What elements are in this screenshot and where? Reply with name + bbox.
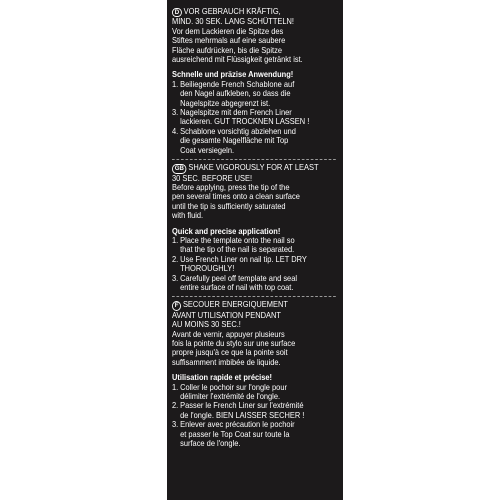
step-text: Passer le French Liner sur l'extrémité de l'ongle. BIEN LAISSER SECHER ! (180, 400, 305, 420)
step-number: 3. (172, 107, 179, 118)
step-text: Use French Liner on nail tip. LET DRY THOROUGHLY! (180, 253, 307, 274)
list-item (172, 401, 339, 420)
steps-de (172, 80, 339, 155)
step-number: 1. (172, 78, 179, 89)
step-number: 3. (172, 272, 179, 283)
country-badge-de: D (172, 8, 182, 17)
step-number: 2. (172, 253, 179, 264)
steps-gb (172, 236, 339, 292)
step-number: 1. (172, 381, 179, 392)
intro-gb: Before applying, press the tip of the pen several times onto a clean surface until the tip is sufficiently saturated with fluid. (172, 181, 300, 221)
step-text: Enlever avec précaution le pochoir et passer le Top Coat sur toute la surface de l'ongle. (180, 419, 295, 449)
step-text: Coller le pochoir sur l'ongle pour délimiter l'extrémité de l'ongle. (180, 381, 287, 402)
step-number: 4. (172, 125, 179, 136)
step-number: 3. (172, 419, 179, 430)
intro-de: Vor dem Lackieren die Spitze des Stiftes mehrmals auf eine saubere Fläche aufdrücken, bis die Spitze ausreichend mit Flüssigkeit getränkt ist. (172, 25, 303, 65)
divider (172, 159, 336, 160)
label-panel (167, 0, 343, 500)
country-badge-gb: GB (172, 164, 187, 173)
list-item (172, 420, 339, 448)
step-text: Beiliegende French Schablone auf den Nagel aufkleben, so dass die Nagelspitze abgegrenzt ist. (180, 78, 295, 108)
warning-gb: SHAKE VIGOROUSLY FOR AT LEAST 30 SEC. BEFORE USE! (172, 162, 319, 183)
section-fr (172, 300, 339, 448)
country-badge-fr: F (172, 301, 181, 310)
intro-fr: Avant de vernir, appuyer plusieurs fois la pointe du stylo sur une surface propre jusqu'à ce que la pointe soit suffisamment imbibée de liquide. (172, 328, 296, 367)
list-item (172, 383, 339, 402)
instructions-text (172, 0, 339, 448)
list-item (172, 80, 339, 108)
step-text: Carefully peel off template and seal entire surface of nail with top coat. (180, 272, 298, 292)
list-item (172, 127, 339, 155)
step-text: Place the template onto the nail so that the tip of the nail is separated. (180, 234, 295, 255)
heading-fr: Utilisation rapide et précise! (172, 372, 273, 383)
heading-de: Schnelle und präzise Anwendung! (172, 69, 294, 80)
list-item (172, 274, 339, 293)
step-text: Nagelspitze mit dem French Liner lackieren. GUT TROCKNEN LASSEN ! (180, 107, 310, 127)
warning-fr: SECOUER ENERGIQUEMENT AVANT UTILISATION PENDANT AU MOINS 30 SEC.! (172, 299, 288, 330)
divider (172, 296, 336, 297)
step-text: Schablone vorsichtig abziehen und die gesamte Nagelfläche mit Top Coat versiegeln. (180, 125, 296, 155)
section-gb (172, 163, 339, 292)
warning-de: VOR GEBRAUCH KRÄFTIG, MIND. 30 SEK. LANG SCHÜTTELN! (172, 6, 294, 27)
list-item (172, 108, 339, 127)
list-item (172, 236, 339, 255)
steps-fr (172, 383, 339, 449)
list-item (172, 255, 339, 274)
step-number: 1. (172, 234, 179, 245)
section-de (172, 0, 339, 155)
step-number: 2. (172, 400, 179, 411)
heading-gb: Quick and precise application! (172, 225, 281, 236)
